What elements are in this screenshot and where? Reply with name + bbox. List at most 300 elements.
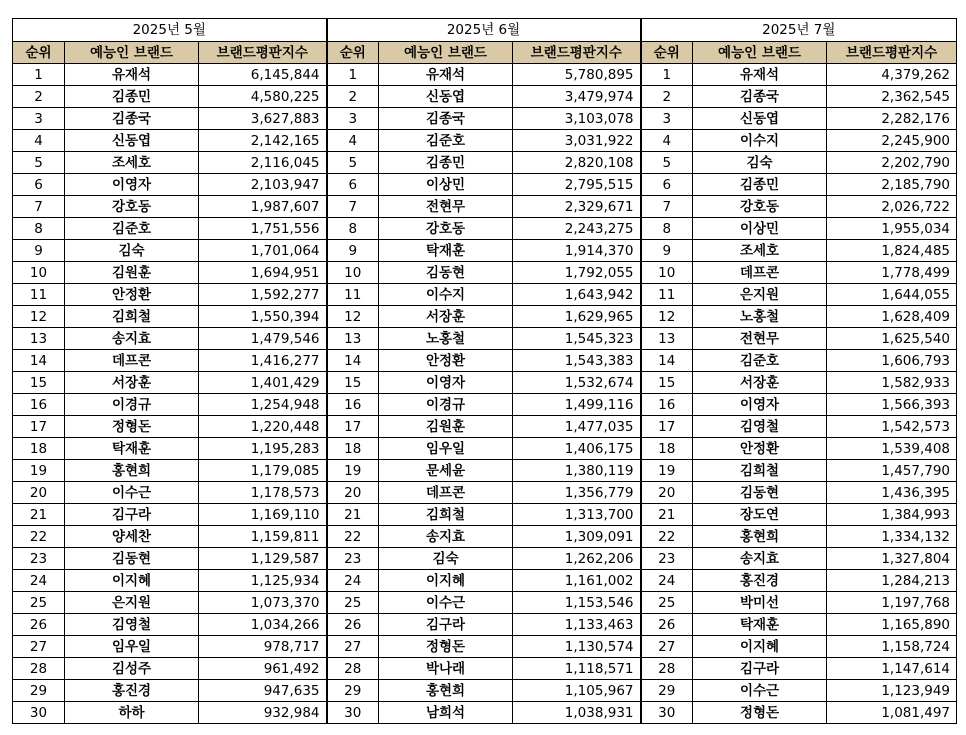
- rank-cell: 28: [641, 658, 693, 680]
- reputation-index-cell: 1,073,370: [199, 592, 327, 614]
- table-row: [13, 636, 957, 658]
- rank-cell: 2: [13, 86, 65, 108]
- rank-cell: 21: [13, 504, 65, 526]
- reputation-index-cell: 1,545,323: [513, 328, 641, 350]
- table-row: [13, 702, 957, 724]
- rank-cell: 10: [13, 262, 65, 284]
- rank-cell: 26: [13, 614, 65, 636]
- rank-cell: 6: [13, 174, 65, 196]
- reputation-index-cell: 1,038,931: [513, 702, 641, 724]
- column-header-brand: 예능인 브랜드: [65, 42, 199, 64]
- reputation-index-cell: 947,635: [199, 680, 327, 702]
- rank-cell: 21: [641, 504, 693, 526]
- month-title: 2025년 5월: [13, 19, 327, 42]
- reputation-index-cell: 3,103,078: [513, 108, 641, 130]
- reputation-index-cell: 2,795,515: [513, 174, 641, 196]
- table-row: [13, 350, 957, 372]
- rank-cell: 24: [641, 570, 693, 592]
- reputation-index-cell: 1,158,724: [827, 636, 957, 658]
- reputation-index-cell: 1,694,951: [199, 262, 327, 284]
- brand-name-cell: 신동엽: [693, 108, 827, 130]
- rank-cell: 25: [327, 592, 379, 614]
- rank-cell: 11: [641, 284, 693, 306]
- rank-cell: 22: [327, 526, 379, 548]
- column-header-rank: 순위: [641, 42, 693, 64]
- reputation-index-cell: 1,313,700: [513, 504, 641, 526]
- brand-name-cell: 김영철: [693, 416, 827, 438]
- reputation-index-cell: 1,123,949: [827, 680, 957, 702]
- reputation-index-cell: 1,384,993: [827, 504, 957, 526]
- brand-name-cell: 이상민: [379, 174, 513, 196]
- reputation-index-cell: 2,026,722: [827, 196, 957, 218]
- rank-cell: 20: [327, 482, 379, 504]
- reputation-index-cell: 1,539,408: [827, 438, 957, 460]
- rank-cell: 9: [641, 240, 693, 262]
- brand-name-cell: 홍현희: [693, 526, 827, 548]
- brand-name-cell: 탁재훈: [65, 438, 199, 460]
- brand-name-cell: 조세호: [65, 152, 199, 174]
- rank-cell: 23: [13, 548, 65, 570]
- rank-cell: 11: [327, 284, 379, 306]
- reputation-index-cell: 1,153,546: [513, 592, 641, 614]
- brand-name-cell: 박나래: [379, 658, 513, 680]
- brand-name-cell: 김숙: [379, 548, 513, 570]
- brand-name-cell: 이지혜: [379, 570, 513, 592]
- reputation-index-cell: 1,532,674: [513, 372, 641, 394]
- reputation-index-cell: 1,169,110: [199, 504, 327, 526]
- brand-name-cell: 김영철: [65, 614, 199, 636]
- rank-cell: 14: [327, 350, 379, 372]
- reputation-index-cell: 978,717: [199, 636, 327, 658]
- reputation-index-cell: 1,159,811: [199, 526, 327, 548]
- reputation-index-cell: 2,142,165: [199, 130, 327, 152]
- rank-cell: 3: [13, 108, 65, 130]
- brand-name-cell: 이경규: [65, 394, 199, 416]
- brand-name-cell: 서장훈: [693, 372, 827, 394]
- table-row: [13, 240, 957, 262]
- brand-name-cell: 이수근: [693, 680, 827, 702]
- table-row: [13, 108, 957, 130]
- brand-name-cell: 남희석: [379, 702, 513, 724]
- rank-cell: 3: [641, 108, 693, 130]
- brand-name-cell: 안정환: [65, 284, 199, 306]
- brand-name-cell: 강호동: [693, 196, 827, 218]
- rank-cell: 12: [327, 306, 379, 328]
- rank-cell: 16: [13, 394, 65, 416]
- rank-cell: 17: [641, 416, 693, 438]
- rank-cell: 7: [327, 196, 379, 218]
- rank-cell: 18: [327, 438, 379, 460]
- brand-name-cell: 노홍철: [379, 328, 513, 350]
- column-header-rank: 순위: [13, 42, 65, 64]
- brand-name-cell: 안정환: [693, 438, 827, 460]
- brand-name-cell: 문세윤: [379, 460, 513, 482]
- table-row: [13, 218, 957, 240]
- reputation-index-cell: 3,031,922: [513, 130, 641, 152]
- reputation-index-cell: 1,401,429: [199, 372, 327, 394]
- table-row: [13, 680, 957, 702]
- brand-name-cell: 서장훈: [379, 306, 513, 328]
- brand-name-cell: 노홍철: [693, 306, 827, 328]
- rank-cell: 26: [641, 614, 693, 636]
- reputation-index-cell: 1,628,409: [827, 306, 957, 328]
- table-row: [13, 416, 957, 438]
- brand-name-cell: 김종민: [693, 174, 827, 196]
- rank-cell: 18: [13, 438, 65, 460]
- column-header-rank: 순위: [327, 42, 379, 64]
- reputation-index-cell: 4,379,262: [827, 64, 957, 86]
- brand-name-cell: 박미선: [693, 592, 827, 614]
- brand-name-cell: 유재석: [379, 64, 513, 86]
- brand-name-cell: 송지효: [65, 328, 199, 350]
- rank-cell: 5: [327, 152, 379, 174]
- reputation-index-cell: 2,362,545: [827, 86, 957, 108]
- rank-cell: 26: [327, 614, 379, 636]
- brand-name-cell: 김구라: [693, 658, 827, 680]
- reputation-index-cell: 1,309,091: [513, 526, 641, 548]
- rank-cell: 29: [13, 680, 65, 702]
- brand-name-cell: 임우일: [379, 438, 513, 460]
- brand-name-cell: 전현무: [379, 196, 513, 218]
- brand-reputation-table: [12, 18, 957, 724]
- reputation-index-cell: 1,436,395: [827, 482, 957, 504]
- rank-cell: 19: [327, 460, 379, 482]
- rank-cell: 4: [13, 130, 65, 152]
- brand-name-cell: 송지효: [693, 548, 827, 570]
- reputation-index-cell: 1,778,499: [827, 262, 957, 284]
- brand-name-cell: 은지원: [65, 592, 199, 614]
- brand-name-cell: 신동엽: [65, 130, 199, 152]
- reputation-index-cell: 1,824,485: [827, 240, 957, 262]
- month-title: 2025년 7월: [641, 19, 957, 42]
- brand-name-cell: 김동현: [65, 548, 199, 570]
- reputation-index-cell: 1,179,085: [199, 460, 327, 482]
- brand-name-cell: 김희철: [65, 306, 199, 328]
- reputation-index-cell: 2,329,671: [513, 196, 641, 218]
- brand-name-cell: 임우일: [65, 636, 199, 658]
- rank-cell: 19: [13, 460, 65, 482]
- table-row: [13, 174, 957, 196]
- reputation-index-cell: 2,243,275: [513, 218, 641, 240]
- table-row: [13, 196, 957, 218]
- rank-cell: 2: [327, 86, 379, 108]
- rank-cell: 5: [13, 152, 65, 174]
- reputation-index-cell: 3,627,883: [199, 108, 327, 130]
- rank-cell: 16: [327, 394, 379, 416]
- table-row: [13, 284, 957, 306]
- brand-name-cell: 서장훈: [65, 372, 199, 394]
- reputation-index-cell: 1,034,266: [199, 614, 327, 636]
- brand-name-cell: 김구라: [379, 614, 513, 636]
- brand-name-cell: 김동현: [379, 262, 513, 284]
- brand-name-cell: 정형돈: [65, 416, 199, 438]
- brand-name-cell: 김원훈: [65, 262, 199, 284]
- brand-name-cell: 이영자: [379, 372, 513, 394]
- brand-name-cell: 김준호: [379, 130, 513, 152]
- rank-cell: 28: [13, 658, 65, 680]
- table-row: [13, 658, 957, 680]
- reputation-index-cell: 1,254,948: [199, 394, 327, 416]
- rank-cell: 30: [13, 702, 65, 724]
- table-row: [13, 526, 957, 548]
- brand-name-cell: 이지혜: [693, 636, 827, 658]
- brand-name-cell: 이영자: [65, 174, 199, 196]
- table-row: [13, 372, 957, 394]
- reputation-index-cell: 1,129,587: [199, 548, 327, 570]
- reputation-index-cell: 1,161,002: [513, 570, 641, 592]
- brand-name-cell: 김숙: [693, 152, 827, 174]
- column-header-brand: 예능인 브랜드: [379, 42, 513, 64]
- table-row: [13, 394, 957, 416]
- brand-name-cell: 은지원: [693, 284, 827, 306]
- brand-name-cell: 양세찬: [65, 526, 199, 548]
- reputation-index-cell: 1,751,556: [199, 218, 327, 240]
- reputation-index-cell: 1,081,497: [827, 702, 957, 724]
- brand-name-cell: 강호동: [65, 196, 199, 218]
- rank-cell: 8: [13, 218, 65, 240]
- table-row: [13, 504, 957, 526]
- table-row: [13, 152, 957, 174]
- column-header-index: 브랜드평판지수: [827, 42, 957, 64]
- table-row: [13, 86, 957, 108]
- table-row: [13, 438, 957, 460]
- brand-name-cell: 이지혜: [65, 570, 199, 592]
- brand-name-cell: 김성주: [65, 658, 199, 680]
- table-row: [13, 482, 957, 504]
- rank-cell: 30: [327, 702, 379, 724]
- reputation-index-cell: 6,145,844: [199, 64, 327, 86]
- brand-name-cell: 유재석: [693, 64, 827, 86]
- rank-cell: 2: [641, 86, 693, 108]
- rank-cell: 12: [13, 306, 65, 328]
- brand-name-cell: 데프콘: [65, 350, 199, 372]
- column-header-row: [13, 42, 957, 64]
- reputation-index-cell: 1,592,277: [199, 284, 327, 306]
- reputation-index-cell: 5,780,895: [513, 64, 641, 86]
- rank-cell: 9: [327, 240, 379, 262]
- brand-name-cell: 이수근: [379, 592, 513, 614]
- brand-name-cell: 홍진경: [693, 570, 827, 592]
- rank-cell: 11: [13, 284, 65, 306]
- reputation-index-cell: 2,245,900: [827, 130, 957, 152]
- rank-cell: 20: [641, 482, 693, 504]
- reputation-index-cell: 1,477,035: [513, 416, 641, 438]
- brand-name-cell: 김종국: [693, 86, 827, 108]
- brand-name-cell: 정형돈: [693, 702, 827, 724]
- rank-cell: 25: [641, 592, 693, 614]
- rank-cell: 7: [13, 196, 65, 218]
- reputation-index-cell: 2,282,176: [827, 108, 957, 130]
- reputation-index-cell: 1,178,573: [199, 482, 327, 504]
- reputation-index-cell: 3,479,974: [513, 86, 641, 108]
- rank-cell: 23: [327, 548, 379, 570]
- reputation-index-cell: 1,197,768: [827, 592, 957, 614]
- brand-name-cell: 이상민: [693, 218, 827, 240]
- brand-name-cell: 홍현희: [65, 460, 199, 482]
- month-title: 2025년 6월: [327, 19, 641, 42]
- rank-cell: 21: [327, 504, 379, 526]
- rank-cell: 5: [641, 152, 693, 174]
- brand-name-cell: 김희철: [379, 504, 513, 526]
- reputation-index-cell: 1,165,890: [827, 614, 957, 636]
- reputation-index-cell: 1,327,804: [827, 548, 957, 570]
- rank-cell: 24: [13, 570, 65, 592]
- rank-cell: 10: [327, 262, 379, 284]
- rank-cell: 17: [327, 416, 379, 438]
- table-row: [13, 64, 957, 86]
- brand-name-cell: 김종국: [379, 108, 513, 130]
- table-row: [13, 570, 957, 592]
- rank-cell: 9: [13, 240, 65, 262]
- reputation-index-cell: 1,284,213: [827, 570, 957, 592]
- rank-cell: 8: [327, 218, 379, 240]
- table-row: [13, 614, 957, 636]
- brand-name-cell: 이수지: [693, 130, 827, 152]
- reputation-index-cell: 1,543,383: [513, 350, 641, 372]
- rank-cell: 13: [13, 328, 65, 350]
- reputation-index-cell: 1,356,779: [513, 482, 641, 504]
- ranking-table-container: [12, 18, 956, 724]
- rank-cell: 7: [641, 196, 693, 218]
- rank-cell: 18: [641, 438, 693, 460]
- reputation-index-cell: 1,499,116: [513, 394, 641, 416]
- brand-name-cell: 탁재훈: [693, 614, 827, 636]
- brand-name-cell: 김종민: [65, 86, 199, 108]
- reputation-index-cell: 1,625,540: [827, 328, 957, 350]
- brand-name-cell: 강호동: [379, 218, 513, 240]
- reputation-index-cell: 2,103,947: [199, 174, 327, 196]
- table-row: [13, 262, 957, 284]
- brand-name-cell: 하하: [65, 702, 199, 724]
- rank-cell: 22: [641, 526, 693, 548]
- table-row: [13, 592, 957, 614]
- rank-cell: 15: [13, 372, 65, 394]
- reputation-index-cell: 1,118,571: [513, 658, 641, 680]
- brand-name-cell: 조세호: [693, 240, 827, 262]
- rank-cell: 30: [641, 702, 693, 724]
- reputation-index-cell: 1,262,206: [513, 548, 641, 570]
- rank-cell: 1: [13, 64, 65, 86]
- rank-cell: 25: [13, 592, 65, 614]
- reputation-index-cell: 932,984: [199, 702, 327, 724]
- rank-cell: 17: [13, 416, 65, 438]
- rank-cell: 10: [641, 262, 693, 284]
- table-row: [13, 130, 957, 152]
- reputation-index-cell: 1,701,064: [199, 240, 327, 262]
- rank-cell: 29: [327, 680, 379, 702]
- month-header-row: [13, 19, 957, 42]
- reputation-index-cell: 961,492: [199, 658, 327, 680]
- rank-cell: 8: [641, 218, 693, 240]
- brand-name-cell: 김숙: [65, 240, 199, 262]
- brand-name-cell: 홍현희: [379, 680, 513, 702]
- rank-cell: 28: [327, 658, 379, 680]
- reputation-index-cell: 1,334,132: [827, 526, 957, 548]
- brand-name-cell: 김준호: [693, 350, 827, 372]
- brand-name-cell: 김종민: [379, 152, 513, 174]
- rank-cell: 14: [13, 350, 65, 372]
- brand-name-cell: 김준호: [65, 218, 199, 240]
- brand-name-cell: 신동엽: [379, 86, 513, 108]
- rank-cell: 27: [641, 636, 693, 658]
- reputation-index-cell: 1,147,614: [827, 658, 957, 680]
- rank-cell: 27: [13, 636, 65, 658]
- rank-cell: 12: [641, 306, 693, 328]
- rank-cell: 13: [327, 328, 379, 350]
- reputation-index-cell: 1,220,448: [199, 416, 327, 438]
- brand-name-cell: 이영자: [693, 394, 827, 416]
- reputation-index-cell: 1,550,394: [199, 306, 327, 328]
- rank-cell: 6: [641, 174, 693, 196]
- brand-name-cell: 이수근: [65, 482, 199, 504]
- reputation-index-cell: 1,479,546: [199, 328, 327, 350]
- rank-cell: 15: [641, 372, 693, 394]
- reputation-index-cell: 1,792,055: [513, 262, 641, 284]
- brand-name-cell: 탁재훈: [379, 240, 513, 262]
- reputation-index-cell: 4,580,225: [199, 86, 327, 108]
- brand-name-cell: 데프콘: [693, 262, 827, 284]
- reputation-index-cell: 1,130,574: [513, 636, 641, 658]
- reputation-index-cell: 1,566,393: [827, 394, 957, 416]
- reputation-index-cell: 1,133,463: [513, 614, 641, 636]
- column-header-index: 브랜드평판지수: [199, 42, 327, 64]
- rank-cell: 22: [13, 526, 65, 548]
- brand-name-cell: 이수지: [379, 284, 513, 306]
- brand-name-cell: 안정환: [379, 350, 513, 372]
- reputation-index-cell: 1,914,370: [513, 240, 641, 262]
- column-header-index: 브랜드평판지수: [513, 42, 641, 64]
- rank-cell: 6: [327, 174, 379, 196]
- brand-name-cell: 전현무: [693, 328, 827, 350]
- table-row: [13, 548, 957, 570]
- brand-name-cell: 장도연: [693, 504, 827, 526]
- reputation-index-cell: 2,820,108: [513, 152, 641, 174]
- table-row: [13, 306, 957, 328]
- reputation-index-cell: 1,606,793: [827, 350, 957, 372]
- reputation-index-cell: 1,195,283: [199, 438, 327, 460]
- rank-cell: 19: [641, 460, 693, 482]
- rank-cell: 4: [641, 130, 693, 152]
- reputation-index-cell: 1,457,790: [827, 460, 957, 482]
- reputation-index-cell: 2,202,790: [827, 152, 957, 174]
- rank-cell: 13: [641, 328, 693, 350]
- reputation-index-cell: 2,116,045: [199, 152, 327, 174]
- reputation-index-cell: 1,987,607: [199, 196, 327, 218]
- table-body: [13, 64, 957, 724]
- brand-name-cell: 유재석: [65, 64, 199, 86]
- brand-name-cell: 데프콘: [379, 482, 513, 504]
- brand-name-cell: 김동현: [693, 482, 827, 504]
- column-header-brand: 예능인 브랜드: [693, 42, 827, 64]
- reputation-index-cell: 1,644,055: [827, 284, 957, 306]
- brand-name-cell: 송지효: [379, 526, 513, 548]
- reputation-index-cell: 1,542,573: [827, 416, 957, 438]
- brand-name-cell: 홍진경: [65, 680, 199, 702]
- reputation-index-cell: 1,380,119: [513, 460, 641, 482]
- rank-cell: 27: [327, 636, 379, 658]
- reputation-index-cell: 1,105,967: [513, 680, 641, 702]
- rank-cell: 20: [13, 482, 65, 504]
- reputation-index-cell: 1,629,965: [513, 306, 641, 328]
- reputation-index-cell: 1,955,034: [827, 218, 957, 240]
- brand-name-cell: 정형돈: [379, 636, 513, 658]
- rank-cell: 23: [641, 548, 693, 570]
- reputation-index-cell: 2,185,790: [827, 174, 957, 196]
- rank-cell: 1: [327, 64, 379, 86]
- reputation-index-cell: 1,416,277: [199, 350, 327, 372]
- rank-cell: 16: [641, 394, 693, 416]
- rank-cell: 24: [327, 570, 379, 592]
